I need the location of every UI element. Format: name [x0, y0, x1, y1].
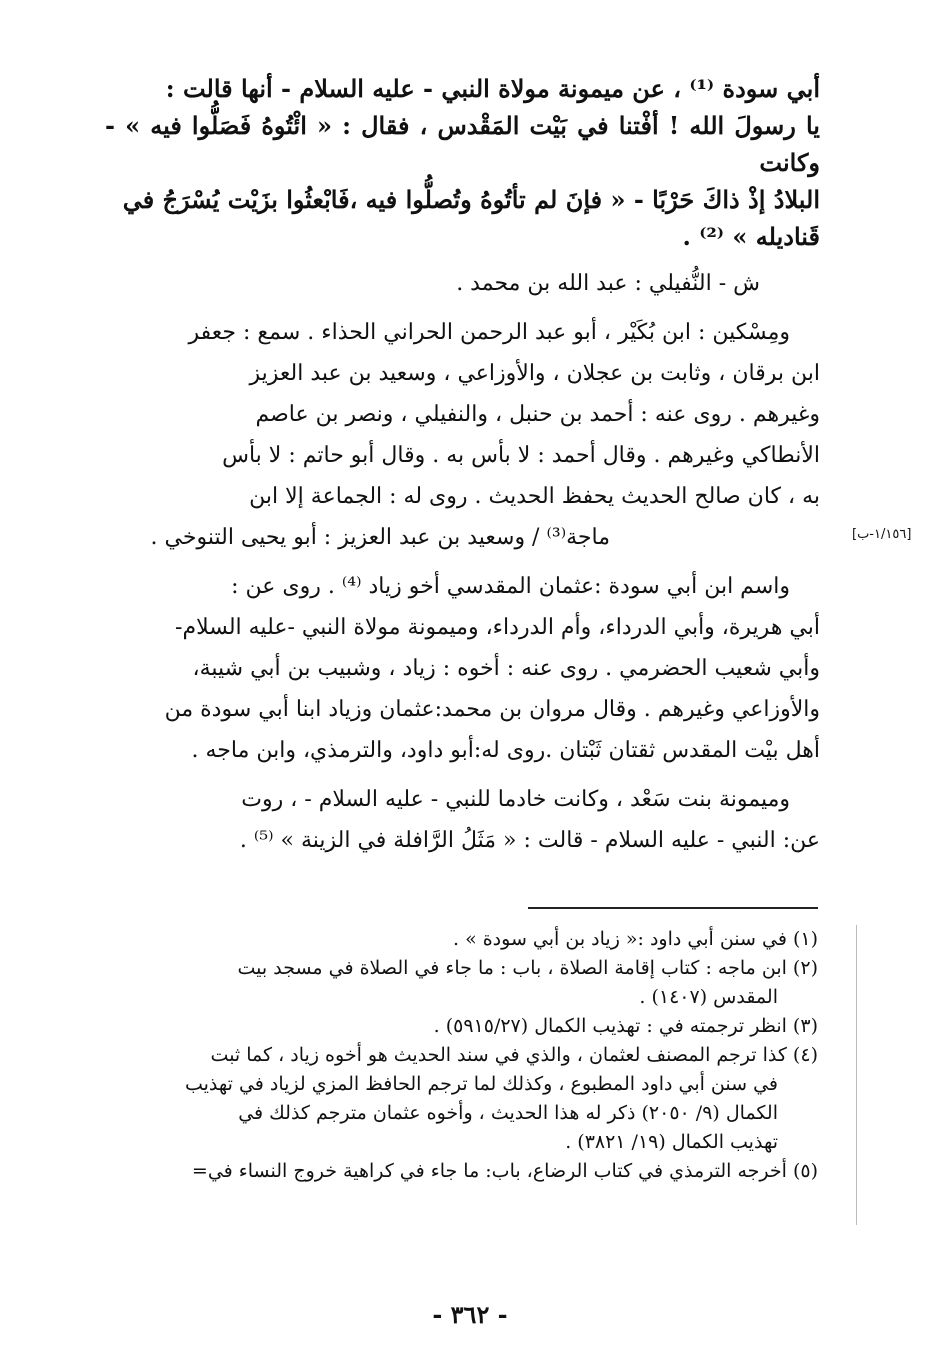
- page-number: - ٣٦٢ -: [432, 1300, 508, 1329]
- commentary-line: وغيرهم . روى عنه : أحمد بن حنبل ، والنفيلي ، ونصر بن عاصم: [255, 402, 820, 427]
- commentary-line: ماجة⁽³⁾ / وسعيد بن عبد العزيز : أبو يحيى التنوخي .: [150, 525, 610, 550]
- commentary-line: الأنطاكي وغيرهم . وقال أحمد : لا بأس به . وقال أبو حاتم : لا بأس: [222, 443, 820, 468]
- commentary-line: ابن برقان ، وثابت بن عجلان ، والأوزاعي ، وسعيد بن عبد العزيز: [249, 361, 820, 386]
- footnote-line: المقدس (١٤٠٧) .: [639, 986, 778, 1008]
- commentary-line: أهل بيْت المقدس ثقتان ثَبْتان .روى له:أبو داود، والترمذي، وابن ماجه .: [191, 738, 820, 763]
- footnote-line: (٤) كذا ترجم المصنف لعثمان ، والذي في سند الحديث هو أخوه زياد ، كما ثبت: [210, 1044, 818, 1066]
- scan-edge-line: [856, 925, 857, 1225]
- commentary-heading: ش - النُّفيلي : عبد الله بن محمد .: [456, 271, 760, 296]
- footnote-line: (١) في سنن أبي داود :« زياد بن أبي سودة » .: [452, 928, 818, 950]
- commentary-line: ومِسْكين : ابن بُكَيْر ، أبو عبد الرحمن الحراني الحذاء . سمع : جعفر: [188, 320, 790, 345]
- commentary-line: عن: النبي - عليه السلام - قالت : « مَثَلُ الرَّافلة في الزينة » ⁽⁵⁾ .: [239, 828, 820, 853]
- footnotes: [112, 925, 818, 1186]
- footnote-line: الكمال (٩/ ٢٠٥٠) ذكر له هذا الحديث ، وأخوه عثمان مترجم كذلك في: [238, 1102, 778, 1124]
- footnote-line: تهذيب الكمال (١٩/ ٣٨٢١) .: [565, 1131, 778, 1153]
- commentary-line: واسم ابن أبي سودة :عثمان المقدسي أخو زياد ⁽⁴⁾ . روى عن :: [231, 574, 790, 599]
- commentary-line: وأبي شعيب الحضرمي . روى عنه : أخوه : زياد ، وشبيب بن أبي شيبة،: [192, 656, 820, 681]
- commentary-line: أبي هريرة، وأبي الدرداء، وأم الدرداء، وميمونة مولاة النبي -عليه السلام-: [175, 615, 820, 640]
- footnote-line: (٣) انظر ترجمته في : تهذيب الكمال (٥٩١٥/٢٧) .: [433, 1015, 818, 1037]
- hadith-line: قَناديله » ⁽²⁾ .: [682, 222, 820, 251]
- hadith-text: [105, 70, 820, 255]
- commentary-line: والأوزاعي وغيرهم . وقال مروان بن محمد:عثمان وزياد ابنا أبي سودة من: [164, 697, 820, 722]
- commentary-line: به ، كان صالح الحديث يحفظ الحديث . روى له : الجماعة إلا ابن: [249, 484, 820, 509]
- hadith-line: البلادُ إذْ ذاكَ حَرْبًا - « فإنَ لم تأتُوهُ وتُصلُّوا فيه ،فَابْعثُوا بزَيْت يُسْرَجُ في: [122, 185, 820, 214]
- footnote-line: (٥) أخرجه الترمذي في كتاب الرضاع، باب: ما جاء في كراهية خروج النساء في=: [191, 1160, 818, 1182]
- main-text: [105, 70, 820, 861]
- footnote-line: (٢) ابن ماجه : كتاب إقامة الصلاة ، باب : ما جاء في الصلاة في مسجد بيت: [237, 957, 818, 979]
- manuscript-folio-note: [١/١٥٦-ب]: [852, 527, 912, 542]
- commentary: [105, 263, 820, 861]
- footnote-separator: [528, 907, 818, 909]
- hadith-line: يا رسولَ الله ! أفْتنا في بَيْت المَقْدس ، فقال : « ائْتُوهُ فَصَلُّوا فيه » - وكانت: [105, 111, 820, 177]
- footnote-line: في سنن أبي داود المطبوع ، وكذلك لما ترجم الحافظ المزي لزياد في تهذيب: [184, 1073, 778, 1095]
- commentary-line: وميمونة بنت سَعْد ، وكانت خادما للنبي - عليه السلام - ، روت: [241, 787, 790, 812]
- hadith-line: أبي سودة ⁽¹⁾ ، عن ميمونة مولاة النبي - عليه السلام - أنها قالت :: [165, 74, 820, 103]
